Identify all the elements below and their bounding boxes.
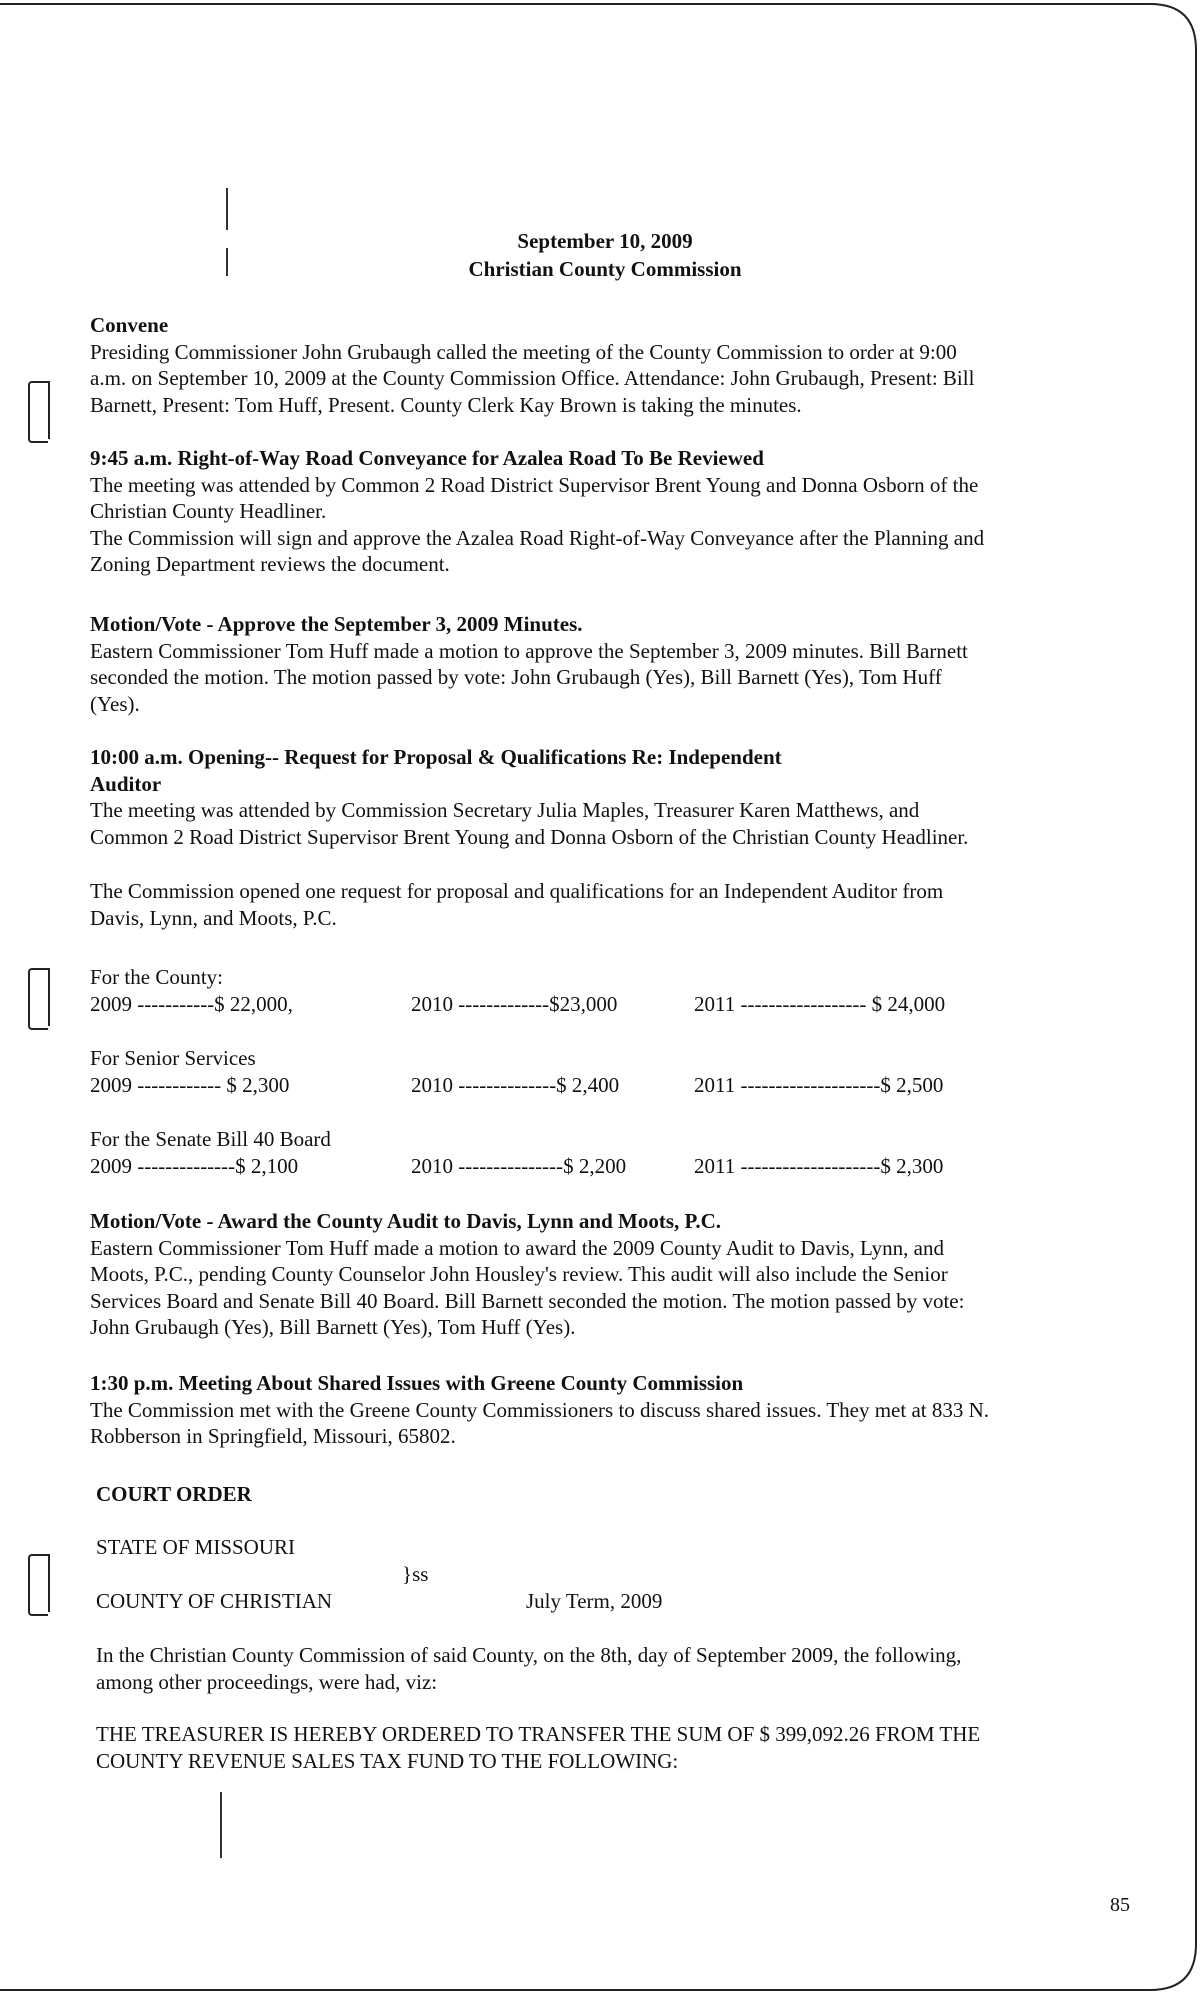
section-line: seconded the motion. The motion passed by vote: John Grubaugh (Yes), Bill Barnett (Yes), Tom Huff: [90, 665, 942, 689]
fee-group-senate-bill-40: [90, 1126, 1120, 1180]
fee-2011: 2011 ------------------ $ 24,000: [694, 992, 946, 1016]
fee-2011: 2011 --------------------$ 2,300: [694, 1154, 944, 1178]
section-auditor-opening: [90, 744, 1120, 850]
court-order-directive: COUNTY REVENUE SALES TAX FUND TO THE FOLLOWING:: [96, 1749, 679, 1773]
fee-row: [90, 1153, 1120, 1180]
section-line: The Commission will sign and approve the Azalea Road Right-of-Way Conveyance after the Planning and: [90, 525, 985, 550]
section-heading: 10:00 a.m. Opening-- Request for Proposal & Qualifications Re: Independent: [90, 745, 782, 769]
margin-bracket: [28, 381, 48, 443]
section-line: Davis, Lynn, and Moots, P.C.: [90, 905, 337, 930]
section-heading: 1:30 p.m. Meeting About Shared Issues with Greene County Commission: [90, 1371, 744, 1395]
commission-name: Christian County Commission: [468, 257, 742, 281]
fee-2009: 2009 --------------$ 2,100: [90, 1154, 299, 1178]
fee-group-label: For the County:: [90, 965, 224, 989]
section-heading: Motion/Vote - Award the County Audit to Davis, Lynn and Moots, P.C.: [90, 1209, 722, 1233]
section-line: Presiding Commissioner John Grubaugh called the meeting of the County Commission to order at 9:00: [90, 339, 957, 364]
fee-group-county: [90, 964, 1120, 1018]
margin-bracket: [28, 1554, 48, 1616]
section-line: The meeting was attended by Common 2 Road District Supervisor Brent Young and Donna Osborn of the: [90, 472, 979, 497]
page-number: 85: [1110, 1894, 1130, 1916]
section-greene-county: [90, 1370, 1120, 1450]
section-azalea-road: [90, 445, 1120, 578]
section-line: The meeting was attended by Commission Secretary Julia Maples, Treasurer Karen Matthews, and: [90, 798, 920, 822]
section-line: a.m. on September 10, 2009 at the County Commission Office. Attendance: John Grubaugh, Present: Bill: [90, 366, 975, 390]
section-line: The Commission met with the Greene County Commissioners to discuss shared issues. They met at 833 N.: [90, 1397, 990, 1422]
section-line: Moots, P.C., pending County Counselor John Housley's review. This audit will also include the Senior: [90, 1262, 948, 1286]
section-heading: 9:45 a.m. Right-of-Way Road Conveyance for Azalea Road To Be Reviewed: [90, 446, 764, 470]
court-order-county: COUNTY OF CHRISTIAN: [96, 1589, 333, 1613]
court-order-intro: In the Christian County Commission of said County, on the 8th, day of September 2009, the following,: [96, 1643, 962, 1667]
fee-row: [90, 1072, 1120, 1099]
section-minutes-vote: [90, 611, 1120, 717]
section-line: Zoning Department reviews the document.: [90, 552, 450, 576]
scan-mark: [220, 1792, 222, 1858]
fee-2010: 2010 ---------------$ 2,200: [411, 1154, 627, 1178]
section-heading: Convene: [90, 313, 169, 337]
section-proposal-received: [90, 878, 1120, 931]
court-order-directive: THE TREASURER IS HEREBY ORDERED TO TRANSFER THE SUM OF $ 399,092.26 FROM THE: [96, 1722, 981, 1746]
section-line: Robberson in Springfield, Missouri, 65802.: [90, 1424, 456, 1448]
section-heading: Auditor: [90, 771, 162, 796]
fee-2011: 2011 --------------------$ 2,500: [694, 1073, 944, 1097]
section-line: John Grubaugh (Yes), Bill Barnett (Yes), Tom Huff (Yes).: [90, 1315, 576, 1339]
meeting-date: September 10, 2009: [517, 229, 693, 253]
fee-2010: 2010 -------------$23,000: [411, 992, 618, 1016]
fee-group-senior-services: [90, 1045, 1120, 1099]
court-order-heading: COURT ORDER: [96, 1482, 252, 1506]
fee-row: [90, 991, 1120, 1018]
section-line: (Yes).: [90, 691, 140, 716]
fee-group-label: For the Senate Bill 40 Board: [90, 1127, 331, 1151]
section-line: Services Board and Senate Bill 40 Board. Bill Barnett seconded the motion. The motion passed by vote:: [90, 1288, 965, 1313]
scan-mark: [226, 188, 228, 230]
court-order-term: July Term, 2009: [526, 1589, 663, 1613]
section-convene: [90, 312, 1120, 418]
fee-2009: 2009 ------------ $ 2,300: [90, 1073, 290, 1097]
fee-2010: 2010 --------------$ 2,400: [411, 1073, 620, 1097]
section-line: Common 2 Road District Supervisor Brent Young and Donna Osborn of the Christian County Headliner.: [90, 824, 969, 849]
fee-group-label: For Senior Services: [90, 1046, 256, 1070]
margin-bracket: [28, 968, 48, 1030]
fee-2009: 2009 -----------$ 22,000,: [90, 992, 293, 1016]
section-line: Barnett, Present: Tom Huff, Present. County Clerk Kay Brown is taking the minutes.: [90, 392, 802, 417]
court-order-state: STATE OF MISSOURI: [96, 1535, 296, 1559]
section-line: Eastern Commissioner Tom Huff made a motion to award the 2009 County Audit to Davis, Lynn, and: [90, 1235, 944, 1260]
section-line: Christian County Headliner.: [90, 499, 327, 523]
court-order-ss: }ss: [402, 1562, 429, 1586]
section-heading: Motion/Vote - Approve the September 3, 2009 Minutes.: [90, 612, 583, 636]
section-award-audit: [90, 1208, 1120, 1341]
section-line: The Commission opened one request for proposal and qualifications for an Independent Auditor from: [90, 879, 944, 903]
section-line: Eastern Commissioner Tom Huff made a motion to approve the September 3, 2009 minutes. Bill Barnett: [90, 638, 968, 663]
court-order-intro: among other proceedings, were had, viz:: [96, 1670, 438, 1694]
